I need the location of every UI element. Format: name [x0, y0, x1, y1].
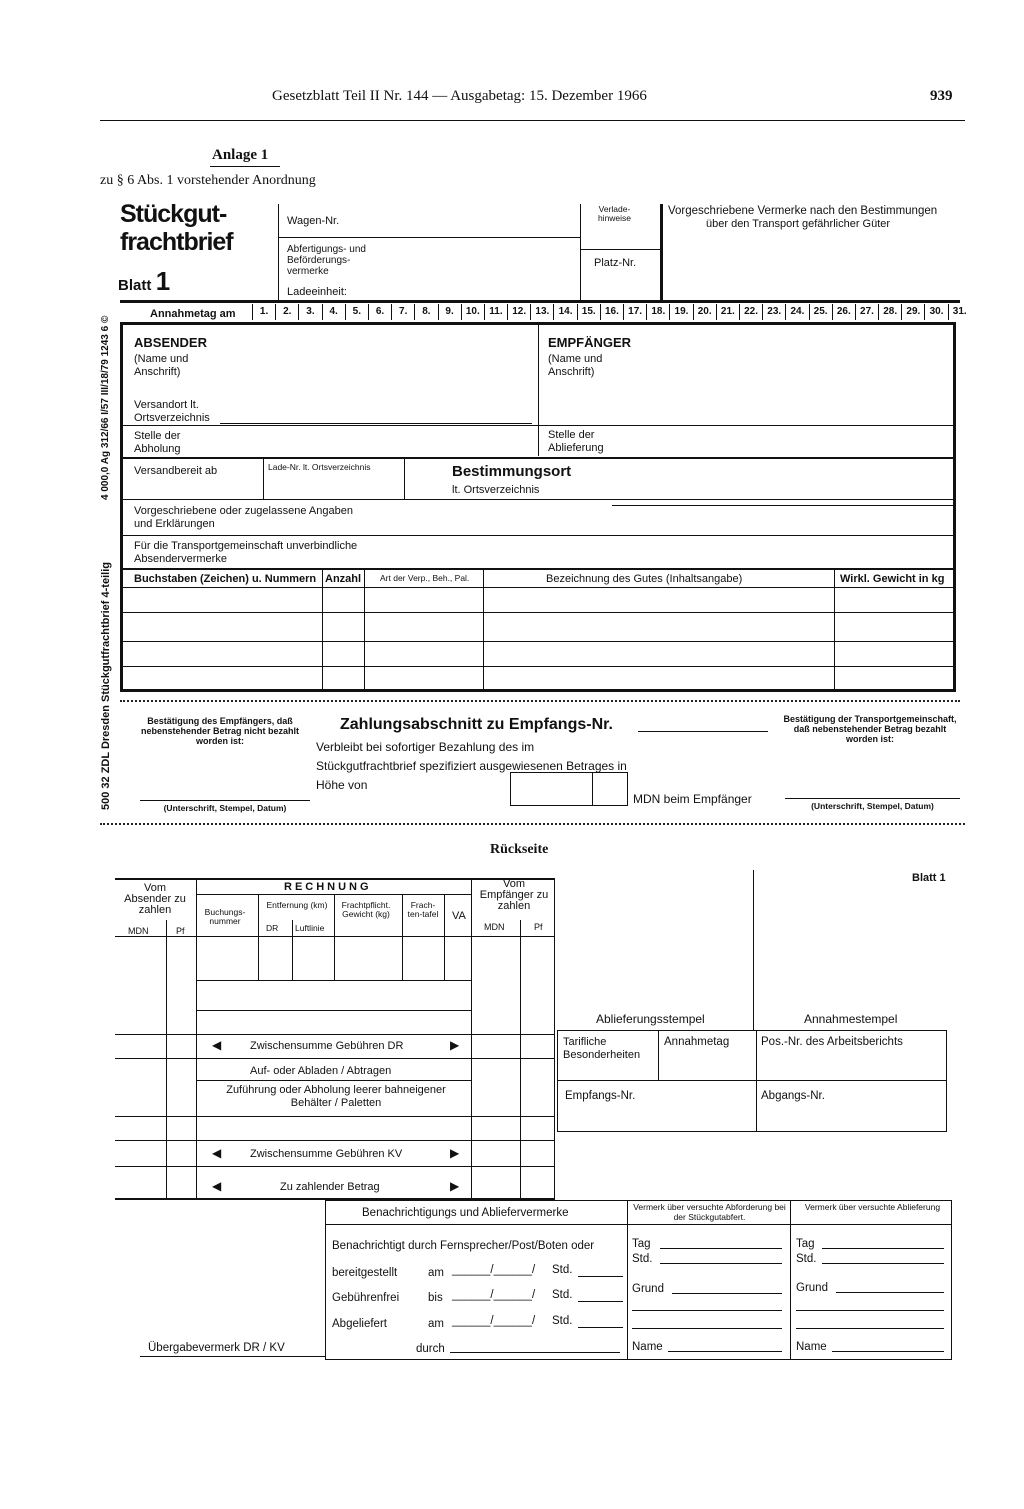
entfernung-label: Entfernung (km): [266, 900, 328, 910]
annahmetag-day[interactable]: 2.: [275, 304, 298, 320]
rechnung-header-bottom: [115, 936, 555, 937]
tag-label-1: Tag: [632, 1238, 651, 1250]
benachrichtigung-title-rule: [325, 1224, 952, 1225]
blatt-label: Blatt: [118, 277, 152, 294]
annahmetag-day[interactable]: 1.: [252, 304, 275, 320]
tear-line-1: [120, 700, 960, 702]
annahmetag-day[interactable]: 26.: [832, 304, 855, 320]
wagen-divider: [278, 237, 580, 238]
annahmetag-day[interactable]: 4.: [322, 304, 345, 320]
zufuehrung-bottom: [115, 1116, 555, 1117]
form-title-line2: frachtbrief: [120, 228, 233, 256]
goods-vline-2: [364, 570, 365, 690]
zahlung-text: Verbleibt bei sofortiger Bezahlung des im Stückgutfrachtbrief spezifiziert ausgewiesenen Betrages in Höhe von: [316, 740, 627, 792]
vermerke-left-border: [660, 204, 663, 300]
bestimmungsort-underline: [612, 505, 954, 506]
rechnung-vline-6: [444, 894, 445, 980]
annahmetag-day[interactable]: 24.: [785, 304, 808, 320]
durch-line: [450, 1352, 620, 1353]
annahmetag-day[interactable]: 14.: [553, 304, 576, 320]
verlade-hinweise-label: Verlade-hinweise: [597, 204, 632, 223]
annahmetag-label-r: Annahmetag: [664, 1036, 730, 1048]
frachtentafel-label: Frach-ten-tafel: [407, 900, 439, 919]
benachrichtigung-title: Benachrichtigungs und Abliefervermerke: [362, 1207, 569, 1219]
annahmetag-day[interactable]: 25.: [809, 304, 832, 320]
empfangs-nr-label: Empfangs-Nr.: [565, 1090, 636, 1102]
empfaenger-label: EMPFÄNGER: [548, 335, 632, 350]
vermerke-subtitle: über den Transport gefährlicher Güter: [706, 218, 891, 230]
std-label-r2: Std.: [796, 1253, 817, 1265]
uebergabevermerk-label: Übergabevermerk DR / KV: [148, 1342, 285, 1354]
goods-row-line-2: [122, 641, 954, 642]
betrag-box-divider: [592, 772, 593, 806]
annahmetag-day[interactable]: 15.: [577, 304, 600, 320]
am-label-2: am: [428, 1318, 444, 1330]
arrow-left-2: ◀: [212, 1146, 222, 1160]
annahmetag-day[interactable]: 10.: [461, 304, 484, 320]
versandbereit-top-rule: [122, 457, 954, 459]
bestimmungsort-sub: lt. Ortsverzeichnis: [452, 484, 540, 496]
name-label-1: Name: [632, 1341, 663, 1353]
annahmetag-day[interactable]: 11.: [484, 304, 507, 320]
arrow-right-1: ▶: [450, 1038, 460, 1052]
va-label: VA: [452, 910, 466, 922]
arrow-left-1: ◀: [212, 1038, 222, 1052]
grund-label-1: Grund: [632, 1283, 664, 1295]
grund-line-2a: [836, 1292, 944, 1293]
page-header-title: Gesetzblatt Teil II Nr. 144 — Ausgabetag: 15. Dezember 1966: [272, 88, 647, 104]
tag-line-2: [822, 1248, 944, 1249]
grund-line-1c: [632, 1328, 782, 1329]
pf-label-right: Pf: [534, 922, 543, 932]
wagen-left-border: [278, 204, 279, 300]
auf-abladen-label: Auf- oder Abladen / Abtragen: [250, 1065, 392, 1077]
annahmetag-day[interactable]: 6.: [368, 304, 391, 320]
annahmetag-day[interactable]: 13.: [530, 304, 553, 320]
date-line-3: ______/______/: [452, 1315, 536, 1327]
annahmetag-day[interactable]: 27.: [855, 304, 878, 320]
tear-line-2: [100, 823, 965, 825]
absender-label: ABSENDER: [134, 335, 207, 350]
std-line-r2: [822, 1263, 944, 1264]
col-buchstaben: Buchstaben (Zeichen) u. Nummern: [134, 573, 317, 585]
verlade-divider: [580, 249, 660, 250]
bis-label: bis: [428, 1292, 443, 1304]
std-label-r1: Std.: [632, 1253, 653, 1265]
blatt-number: 1: [155, 266, 171, 296]
mdn-empfaenger-label: MDN beim Empfänger: [633, 792, 752, 806]
benachrichtigt-label: Benachrichtigt durch Fernsprecher/Post/Boten oder: [332, 1240, 595, 1252]
durch-label: durch: [416, 1343, 445, 1355]
tarifliche-label: Tarifliche Besonderheiten: [563, 1036, 641, 1061]
transportgemeinschaft-label: Für die Transportgemeinschaft unverbindliche Absendervermerke: [134, 540, 358, 565]
versandbereit-label: Versandbereit ab: [134, 465, 218, 477]
tag-label-2: Tag: [796, 1238, 815, 1250]
rechnung-label: RECHNUNG: [284, 881, 372, 893]
annahmetag-day[interactable]: 17.: [623, 304, 646, 320]
annahmetag-day[interactable]: 9.: [438, 304, 461, 320]
zwischensumme-kv-bottom: [115, 1166, 555, 1167]
stelle-ablieferung-label: Stelle der Ablieferung: [548, 429, 604, 454]
bestaetigung-transportgemeinschaft: Bestätigung der Transportgemeinschaft, daß nebenstehender Betrag bezahlt worden ist:: [783, 714, 957, 744]
auf-abladen-bottom: [196, 1080, 471, 1081]
luftlinie-label: Luftlinie: [295, 923, 325, 933]
bestimmungsort-left-border: [404, 459, 405, 499]
zahlungsabschnitt-title: Zahlungsabschnitt zu Empfangs-Nr.: [340, 716, 613, 733]
std-label-1: Std.: [552, 1264, 573, 1276]
rechnung-vline-right: [554, 878, 555, 1198]
col-anzahl: Anzahl: [325, 573, 362, 585]
annahmetag-day[interactable]: 29.: [901, 304, 924, 320]
unterschrift-line-right: [785, 798, 960, 799]
anlage-subtitle: zu § 6 Abs. 1 vorstehender Anordnung: [100, 173, 316, 188]
ladeeinheit-label: Ladeeinheit:: [287, 286, 347, 298]
versandort-line: [220, 423, 532, 424]
mdn-label-right: MDN: [484, 922, 505, 932]
goods-row-line-3: [122, 666, 954, 667]
wagen-nr-label: Wagen-Nr.: [287, 215, 340, 227]
annahmetag-day[interactable]: 28.: [878, 304, 901, 320]
std-label-3: Std.: [552, 1315, 573, 1327]
bestimmungsort-label: Bestimmungsort: [452, 463, 572, 480]
unterschrift-line-left: [140, 800, 310, 801]
pos-nr-label: Pos.-Nr. des Arbeitsberichts: [761, 1036, 903, 1048]
tarif-vline-1: [658, 1030, 659, 1080]
annahmetag-day[interactable]: 21.: [716, 304, 739, 320]
arrow-left-3: ◀: [212, 1179, 222, 1193]
annahmestempel-label: Annahmestempel: [804, 1012, 898, 1026]
form-title-line1: Stückgut-: [120, 200, 227, 228]
annahmetag-day[interactable]: 19.: [669, 304, 692, 320]
goods-header-bottom: [122, 587, 954, 588]
rechnung-vline-absender: [196, 878, 197, 1198]
gebuehrenfrei-label: Gebührenfrei: [332, 1292, 400, 1304]
dr-label: DR: [266, 923, 279, 933]
annahmetag-day[interactable]: 12.: [507, 304, 530, 320]
anlage-title: Anlage 1: [212, 147, 269, 163]
am-label-1: am: [428, 1267, 444, 1279]
rechnung-vline-pf-right: [520, 920, 521, 1198]
annahmetag-day[interactable]: 31.: [948, 304, 971, 320]
annahmetag-days: [252, 304, 971, 320]
std-line-2: [578, 1301, 623, 1302]
vermerk-abforderung-label: Vermerk über versuchte Abforderung bei der Stückgutabfert.: [633, 1202, 786, 1222]
date-line-1: ______/______/: [452, 1264, 536, 1276]
goods-vline-1: [322, 570, 323, 690]
grund-line-1a: [672, 1293, 782, 1294]
stelle-top-rule: [122, 425, 954, 426]
vermerk-ablieferung-label: Vermerk über versuchte Ablieferung: [804, 1202, 941, 1212]
annahmetag-label: Annahmetag am: [150, 308, 236, 320]
grund-line-2c: [796, 1328, 944, 1329]
side-print-code: 4 000,0 Ag 312/66 I/57 III/18/79 1243 6 ©: [100, 315, 111, 500]
grund-label-2: Grund: [796, 1282, 828, 1294]
goods-header-top-rule: [122, 568, 954, 570]
tag-line-1: [660, 1248, 782, 1249]
annahmetag-day[interactable]: 20.: [693, 304, 716, 320]
transportgemeinschaft-top-rule: [122, 535, 954, 536]
rechnung-vline-3: [292, 920, 293, 980]
annahmetag-day[interactable]: 16.: [600, 304, 623, 320]
form-title: [120, 200, 233, 256]
abgeliefert-label: Abgeliefert: [332, 1318, 387, 1330]
col-art: Art der Verp., Beh., Pal.: [380, 573, 470, 583]
platz-nr-label: Platz-Nr.: [594, 257, 637, 269]
annahmetag-day[interactable]: 30.: [924, 304, 947, 320]
name-line-1: [668, 1351, 782, 1352]
rechnung-vline-4: [334, 894, 335, 980]
rechnung-vline-pf-left: [166, 920, 167, 1198]
abfertigung-label: Abfertigungs- und Beförderungs-vermerke: [287, 244, 366, 277]
std-label-2: Std.: [552, 1289, 573, 1301]
vorgeschriebene-top-rule: [122, 499, 954, 500]
zwischensumme-dr-label: Zwischensumme Gebühren DR: [250, 1040, 404, 1052]
name-line-2: [832, 1351, 944, 1352]
pf-label-left: Pf: [176, 926, 185, 936]
page-number: 939: [930, 88, 953, 104]
date-line-2: ______/______/: [452, 1289, 536, 1301]
goods-vline-3: [483, 570, 484, 690]
annahmetag-top-rule: [120, 300, 960, 303]
abgangs-nr-label: Abgangs-Nr.: [761, 1090, 825, 1102]
zwischensumme-dr-top: [115, 1034, 555, 1035]
unterschrift-left: (Unterschrift, Stempel, Datum): [163, 803, 287, 813]
zwischensumme-kv-label: Zwischensumme Gebühren KV: [250, 1148, 403, 1160]
lade-left-border: [263, 459, 264, 499]
tarif-vline-2: [756, 1030, 757, 1132]
rechnung-vline-2: [258, 894, 259, 980]
std-line-3: [578, 1327, 623, 1328]
arrow-right-3: ▶: [450, 1179, 460, 1193]
verlade-left-border: [580, 204, 581, 300]
bereitgestellt-label: bereitgestellt: [332, 1267, 398, 1279]
header-rule: [100, 120, 965, 121]
goods-row-line-1: [122, 612, 954, 613]
uebergabevermerk-line: [140, 1356, 325, 1357]
annahmetag-day[interactable]: 5.: [345, 304, 368, 320]
vom-empfaenger-label: Vom Empfänger zu zahlen: [479, 878, 549, 912]
unterschrift-right: (Unterschrift, Stempel, Datum): [811, 801, 934, 811]
std-line-1: [578, 1276, 623, 1277]
rechnung-vline-empfaenger: [471, 878, 472, 1198]
rechnung-vline-5: [402, 894, 403, 980]
std-line-r1: [660, 1263, 782, 1264]
stamp-divider: [753, 870, 754, 1030]
rechnung-data-bottom: [196, 980, 471, 981]
vorgeschriebene-label: Vorgeschriebene oder zugelassene Angaben und Erklärungen: [134, 505, 353, 530]
name-label-2: Name: [796, 1341, 827, 1353]
annahmetag-day[interactable]: 7.: [391, 304, 414, 320]
versandort-label: Versandort lt. Ortsverzeichnis: [134, 399, 210, 424]
annahmetag-day[interactable]: 22.: [739, 304, 762, 320]
buchungsnummer-label: Buchungs-nummer: [204, 907, 246, 926]
anlage-underline: [210, 166, 280, 167]
betrag-box[interactable]: [510, 772, 628, 806]
grund-line-1b: [632, 1310, 782, 1311]
stelle-abholung-label: Stelle der Abholung: [134, 430, 181, 455]
tarif-mid-rule: [557, 1080, 947, 1081]
zu-zahlender-label: Zu zahlender Betrag: [280, 1181, 380, 1193]
zwischensumme-kv-top: [115, 1140, 555, 1141]
rueckseite-blatt: Blatt 1: [912, 872, 946, 884]
lade-nr-label: Lade-Nr. lt. Ortsverzeichnis: [268, 462, 371, 472]
blatt-label-group: [118, 266, 170, 297]
goods-vline-4: [834, 570, 835, 690]
annahmetag-day[interactable]: 3.: [298, 304, 321, 320]
rueckseite-title: Rückseite: [490, 842, 549, 857]
col-bezeichnung: Bezeichnung des Gutes (Inhaltsangabe): [546, 573, 743, 585]
annahmetag-day[interactable]: 23.: [762, 304, 785, 320]
annahmetag-day[interactable]: 18.: [646, 304, 669, 320]
annahmetag-day[interactable]: 8.: [414, 304, 437, 320]
empfaenger-sub: (Name und Anschrift): [548, 353, 603, 378]
ablieferungsstempel-label: Ablieferungsstempel: [596, 1012, 705, 1026]
vom-absender-label: Vom Absender zu zahlen: [124, 882, 186, 916]
col-gewicht: Wirkl. Gewicht in kg: [840, 573, 945, 585]
absender-sub: (Name und Anschrift): [134, 353, 189, 378]
empfangs-nr-line: [638, 731, 768, 732]
rechnung-line-1: [196, 1010, 471, 1011]
arrow-right-2: ▶: [450, 1146, 460, 1160]
grund-line-2b: [796, 1310, 944, 1311]
frachtpflicht-label: Frachtpflicht. Gewicht (kg): [341, 900, 391, 919]
zwischensumme-dr-bottom: [115, 1058, 555, 1059]
mdn-label-left: MDN: [128, 926, 149, 936]
absender-empfaenger-divider: [538, 324, 539, 456]
bestaetigung-empfaenger: Bestätigung des Empfängers, daß nebenstehender Betrag nicht bezahlt worden ist:: [140, 716, 300, 746]
side-print-publisher: 500 32 ZDL Dresden Stückgutfrachtbrief 4-teilig: [100, 562, 112, 810]
zufuehrung-label: Zuführung oder Abholung leerer bahneigener Behälter / Paletten: [226, 1084, 446, 1109]
vermerke-title: Vorgeschriebene Vermerke nach den Bestimmungen: [668, 205, 938, 217]
